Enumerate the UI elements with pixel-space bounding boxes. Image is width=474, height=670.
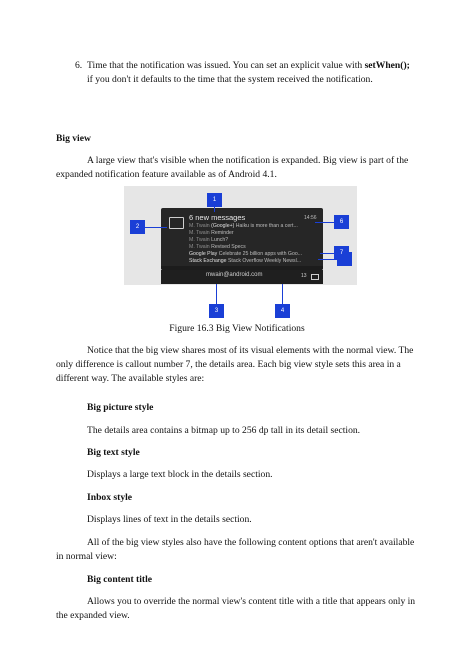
figure-caption: Figure 16.3 Big View Notifications <box>169 323 305 334</box>
content-title-line1: Allows you to override the normal view's content title with a title that appears only in <box>87 596 416 607</box>
style-desc-inbox: Displays lines of text in the details section. <box>87 514 252 525</box>
callout-6-line <box>315 222 334 223</box>
content-title-line2: the expanded view. <box>56 610 130 621</box>
notification-time: 14:56 <box>304 215 317 221</box>
style-title-big-picture: Big picture style <box>87 402 154 413</box>
style-desc-big-picture: The details area contains a bitmap up to 256 dp tall in its detail section. <box>87 425 361 436</box>
envelope-icon <box>311 274 319 280</box>
all-styles-line1: All of the big view styles also have the following content options that aren't available <box>87 537 415 548</box>
list-item: M. Twain Reminder <box>189 230 234 236</box>
item6-text: Time that the notification was issued. You can set an explicit value with <box>87 60 365 71</box>
callout-6: 6 <box>334 215 349 229</box>
notification-footer <box>161 270 323 284</box>
item6-code: setWhen(); <box>364 60 410 71</box>
list-item: Stack Exchange Stack Overflow Weekly Newsl... <box>189 258 302 264</box>
style-title-inbox: Inbox style <box>87 492 133 503</box>
callout-7: 7 <box>334 246 349 260</box>
style-desc-big-text: Displays a large text block in the details section. <box>87 469 273 480</box>
callout-2-line <box>145 227 167 228</box>
content-title-heading: Big content title <box>87 574 153 585</box>
para2-line3: different way. The available styles are: <box>56 373 205 384</box>
item6-line2: if you don't it defaults to the time that the system received the notification. <box>87 74 373 85</box>
message-icon <box>169 217 184 229</box>
list-item: M. Twain Lunch? <box>189 237 229 243</box>
intro-line2: expanded notification feature available as of Android 4.1. <box>56 169 277 180</box>
section-title: Big view <box>56 133 91 144</box>
callout-4-line <box>282 284 283 304</box>
account-email: mwain@android.com <box>206 272 263 278</box>
notification-title: 6 new messages <box>189 213 246 222</box>
callout-7-line <box>320 253 334 254</box>
list-item: Google Play Celebrate 25 billion apps with Goo... <box>189 251 303 257</box>
callout-4: 4 <box>275 304 290 318</box>
callout-3-line <box>216 284 217 304</box>
all-styles-line2: in normal view: <box>56 551 117 562</box>
list-item: M. Twain Revised Specs <box>189 244 246 250</box>
item6-line1 <box>87 59 417 72</box>
notification-panel <box>161 208 323 270</box>
list-item: M. Twain (Google+) Haiku is more than a cert... <box>189 223 298 229</box>
intro-line1: A large view that's visible when the notification is expanded. Big view is part of the <box>87 155 409 166</box>
para2-line2: only difference is callout number 7, the details area. Each big view style sets this area in a <box>56 359 401 370</box>
callout-1: 1 <box>207 193 222 207</box>
callout-2: 2 <box>130 220 145 234</box>
para2-line1: Notice that the big view shares most of its visual elements with the normal view. The <box>87 345 414 356</box>
list-number: 6. <box>75 60 83 71</box>
callout-1-line <box>214 207 215 212</box>
style-title-big-text: Big text style <box>87 447 140 458</box>
callout-3: 3 <box>209 304 224 318</box>
message-count: 13 <box>301 273 307 279</box>
